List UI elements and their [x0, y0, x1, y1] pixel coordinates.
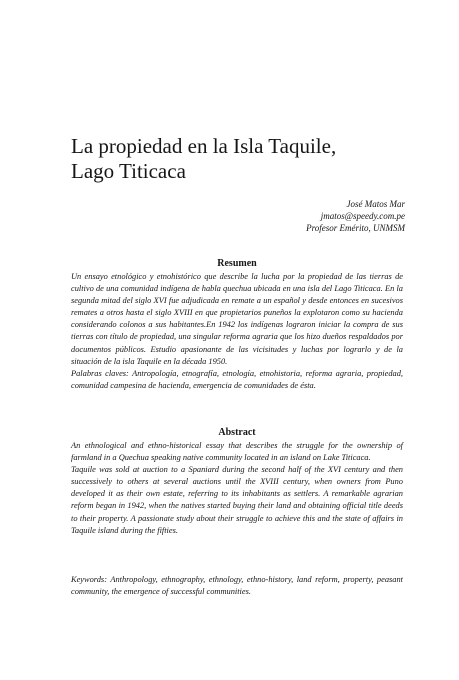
title-line-2: Lago Titicaca: [71, 159, 186, 183]
author-block: [306, 198, 405, 234]
abstract-heading: Abstract: [218, 427, 256, 438]
abstract-section: [71, 440, 403, 537]
resumen-paragraph: Un ensayo etnológico y etnohistórico que describe la lucha por la propiedad de las tierras de cultivo de una comunidad indígena de habla quechua ubicada en una isla del Lago Titicaca. En la segunda mitad del siglo XVI fue adjudicada en remate a un español y desde entonces en sucesivos remates a otros hasta el siglo XVIII en que propietarios puneños la explotaron como su hacienda considerando colonos a sus habitantes.En 1942 los indígenas lograron iniciar la compra de sus tierras con título de propiedad, una singular reforma agraria que los hizo dueños respaldados por documentos públicos. Estudio apasionante de las vicisitudes y luchas por lograrlo y de la situación de la isla Taquile en la década 1950.: [71, 272, 403, 366]
abstract-paragraph-1: An ethnological and ethno-historical essay that describes the struggle for the ownership of farmland in a Quechua speaking native community located in an island on Lake Titicaca.: [71, 441, 403, 463]
resumen-keywords: Palabras claves: Antropología, etnografía, etnología, etnohistoria, reforma agraria, propiedad, comunidad campesina de hacienda, emergencia de comunidades de ésta.: [71, 368, 403, 390]
abstract-keywords: Keywords: Anthropology, ethnography, ethnology, ethno-history, land reform, property, peasant community, the emergence of successful communities.: [71, 575, 403, 597]
resumen-section: [71, 271, 403, 392]
abstract-paragraph-2: Taquile was sold at auction to a Spaniard during the second half of the XVI century and then successively to others at several auctions until the XVIII century, when owners from Puno developed it as their own estate, referring to its inhabitants as settlers. A remarkable agrarian reform began in 1942, when the natives started buying their land and obtaining official title deeds to their property. A passionate study about their struggle to achieve this and the state of affairs in Taquile island during the fifties.: [71, 465, 403, 535]
title-line-1: La propiedad en la Isla Taquile,: [71, 134, 337, 158]
author-position: Profesor Emérito, UNMSM: [306, 223, 405, 233]
author-email: jmatos@speedy.com.pe: [320, 211, 405, 221]
author-name: José Matos Mar: [346, 199, 405, 209]
resumen-heading: Resumen: [217, 258, 257, 269]
article-title: [71, 134, 411, 184]
